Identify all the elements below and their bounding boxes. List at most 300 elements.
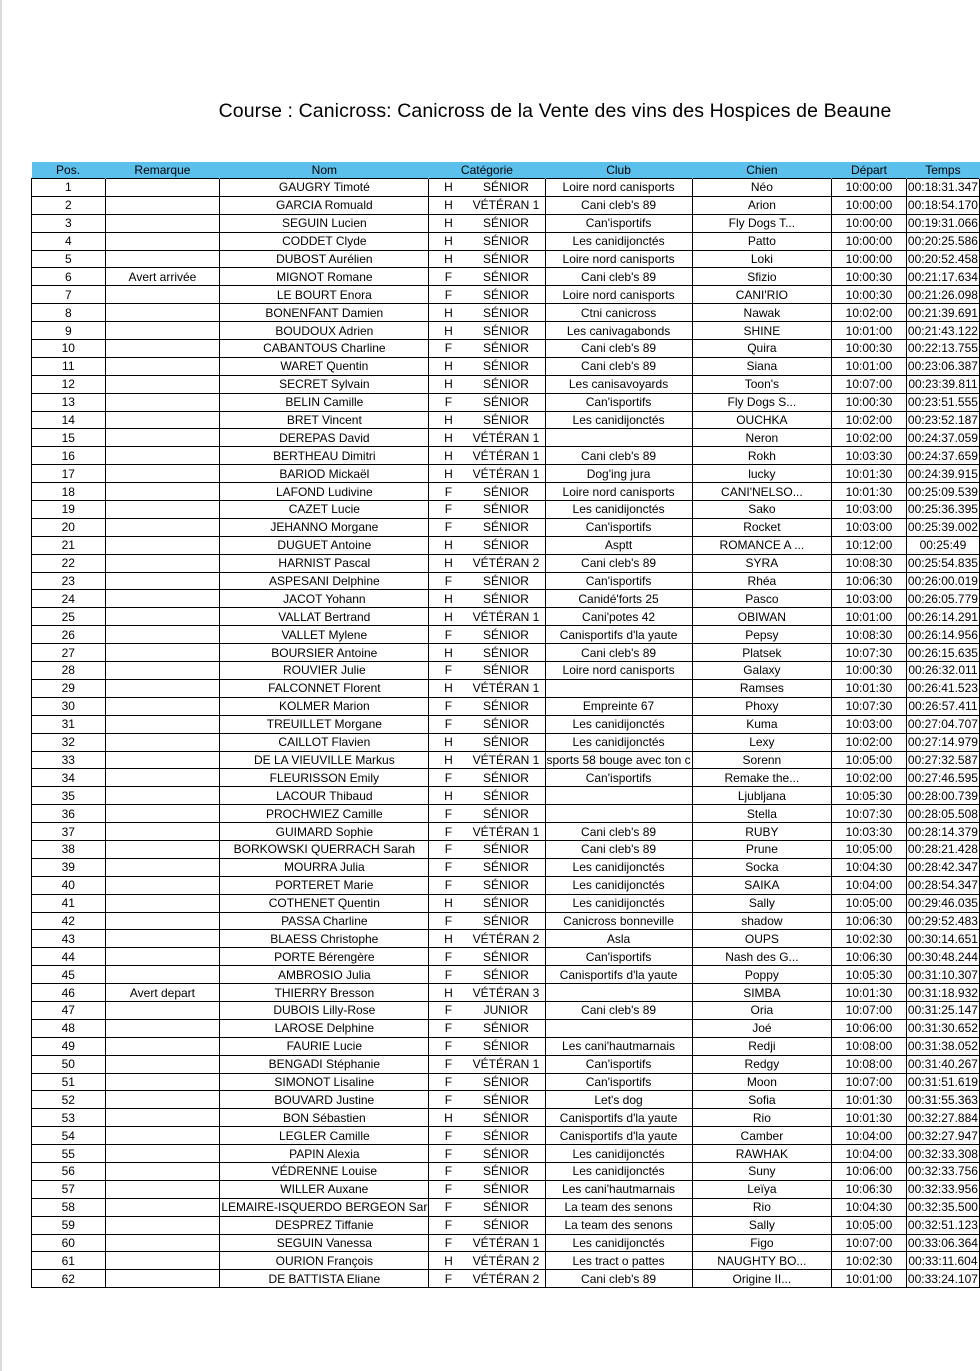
cell-nom: CAZET Lucie (220, 501, 429, 519)
cell-sexe: H (429, 679, 468, 697)
cell-temps: 00:18:54.170 (907, 198, 978, 213)
cell-remarque (105, 626, 220, 644)
cell-chien: Quira (692, 340, 832, 358)
cell-temps: 00:27:46.595 (907, 770, 978, 785)
table-row (32, 375, 980, 393)
table-row (32, 447, 980, 465)
cell-depart: 10:01:00 (832, 357, 907, 375)
cell-nom: GUIMARD Sophie (220, 823, 429, 841)
cell-temps: 00:26:14.291 (907, 609, 978, 624)
cell-sexe: F (429, 966, 468, 984)
cell-club (545, 787, 692, 805)
cell-club: Cani'potes 42 (545, 608, 692, 626)
cell-remarque (105, 1091, 220, 1109)
table-row (32, 1270, 980, 1288)
cell-remarque (105, 1109, 220, 1127)
cell-club: Asla (545, 930, 692, 948)
cell-remarque: Avert depart (105, 984, 220, 1002)
table-row (32, 608, 980, 626)
table-row (32, 518, 980, 536)
cell-pos: 23 (32, 572, 106, 590)
cell-chien: Joé (692, 1019, 832, 1037)
cell-categorie: SÉNIOR (467, 393, 545, 411)
cell-chien: lucky (692, 465, 832, 483)
cell-chien: Pepsy (692, 626, 832, 644)
cell-club: Loire nord canisports (545, 286, 692, 304)
cell-sexe: H (429, 894, 468, 912)
cell-remarque (105, 286, 220, 304)
cell-remarque (105, 608, 220, 626)
cell-depart: 10:12:00 (832, 536, 907, 554)
cell-nom: DUBOIS Lilly-Rose (220, 1001, 429, 1019)
cell-club: Les canidijonctés (545, 733, 692, 751)
cell-temps: 00:31:40.267 (907, 1057, 978, 1072)
cell-nom: OURION François (220, 1252, 429, 1270)
cell-remarque (105, 501, 220, 519)
cell-club: Les canidijonctés (545, 876, 692, 894)
cell-nom: BORKOWSKI QUERRACH Sarah (220, 840, 429, 858)
cell-club: Loire nord canisports (545, 662, 692, 680)
cell-depart: 10:00:00 (832, 179, 907, 197)
cell-sexe: F (429, 697, 468, 715)
cell-temps: 00:27:14.979 (907, 735, 978, 750)
cell-chien: CANI'RIO (692, 286, 832, 304)
cell-nom: PASSA Charline (220, 912, 429, 930)
table-row (32, 196, 980, 214)
cell-temps: 00:18:31.347 (907, 180, 978, 195)
cell-sexe: H (429, 447, 468, 465)
cell-sexe: F (429, 662, 468, 680)
cell-nom: PORTERET Marie (220, 876, 429, 894)
cell-nom: CAILLOT Flavien (220, 733, 429, 751)
cell-temps: 00:25:36.395 (907, 502, 978, 517)
cell-categorie: SÉNIOR (467, 501, 545, 519)
cell-pos: 29 (32, 679, 106, 697)
header-chien: Chien (692, 162, 832, 179)
cell-sexe: H (429, 608, 468, 626)
cell-temps: 00:24:37.059 (907, 430, 978, 445)
cell-temps: 00:31:18.932 (907, 985, 978, 1000)
cell-categorie: VÉTÉRAN 1 (467, 447, 545, 465)
cell-temps: 00:31:25.147 (907, 1003, 978, 1018)
cell-pos: 62 (32, 1270, 106, 1288)
cell-pos: 60 (32, 1234, 106, 1252)
cell-depart: 10:00:30 (832, 286, 907, 304)
page-edge (0, 0, 2, 1371)
cell-chien: Socka (692, 858, 832, 876)
cell-club: Cani cleb's 89 (545, 1001, 692, 1019)
cell-remarque (105, 554, 220, 572)
cell-nom: MIGNOT Romane (220, 268, 429, 286)
table-row (32, 1109, 980, 1127)
cell-sexe: H (429, 214, 468, 232)
cell-categorie: SÉNIOR (467, 1019, 545, 1037)
cell-nom: WARET Quentin (220, 357, 429, 375)
cell-categorie: SÉNIOR (467, 340, 545, 358)
cell-categorie: SÉNIOR (467, 1198, 545, 1216)
cell-pos: 14 (32, 411, 106, 429)
cell-pos: 54 (32, 1127, 106, 1145)
cell-nom: DE BATTISTA Eliane (220, 1270, 429, 1288)
cell-sexe: F (429, 518, 468, 536)
cell-pos: 33 (32, 751, 106, 769)
cell-nom: JACOT Yohann (220, 590, 429, 608)
table-row (32, 823, 980, 841)
cell-pos: 40 (32, 876, 106, 894)
cell-temps: 00:32:27.884 (907, 1110, 978, 1125)
cell-remarque (105, 179, 220, 197)
cell-sexe: H (429, 787, 468, 805)
cell-temps: 00:31:55.363 (907, 1092, 978, 1107)
cell-categorie: SÉNIOR (467, 1037, 545, 1055)
cell-temps: 00:25:49 (906, 536, 979, 554)
cell-nom: BON Sébastien (220, 1109, 429, 1127)
cell-nom: CODDET Clyde (220, 232, 429, 250)
cell-categorie: SÉNIOR (467, 876, 545, 894)
cell-sexe: F (429, 912, 468, 930)
cell-remarque (105, 930, 220, 948)
cell-temps: 00:31:10.307 (907, 967, 978, 982)
cell-nom: LACOUR Thibaud (220, 787, 429, 805)
cell-temps: 00:21:43.122 (907, 323, 978, 338)
cell-remarque (105, 662, 220, 680)
cell-temps: 00:22:13.755 (907, 341, 978, 356)
cell-pos: 58 (32, 1198, 106, 1216)
cell-chien: Sofia (692, 1091, 832, 1109)
cell-pos: 46 (32, 984, 106, 1002)
cell-temps: 00:23:51.555 (907, 395, 978, 410)
table-row (32, 536, 980, 554)
cell-temps: 00:32:27.947 (907, 1128, 978, 1143)
cell-categorie: SÉNIOR (467, 1216, 545, 1234)
cell-nom: JEHANNO Morgane (220, 518, 429, 536)
cell-sexe: H (429, 375, 468, 393)
cell-temps: 00:21:39.691 (907, 305, 978, 320)
cell-remarque (105, 393, 220, 411)
cell-chien: Sfizio (692, 268, 832, 286)
cell-pos: 48 (32, 1019, 106, 1037)
cell-remarque (105, 429, 220, 447)
cell-club: Les canidijonctés (545, 894, 692, 912)
cell-remarque (105, 1127, 220, 1145)
cell-temps: 00:25:54.835 (907, 556, 978, 571)
cell-club: Can'isportifs (545, 1073, 692, 1091)
cell-nom: LAROSE Delphine (220, 1019, 429, 1037)
cell-chien: Toon's (692, 375, 832, 393)
cell-sexe: H (429, 930, 468, 948)
cell-depart: 10:07:30 (832, 697, 907, 715)
cell-temps: 00:26:05.779 (907, 591, 978, 606)
cell-categorie: VÉTÉRAN 1 (467, 1055, 545, 1073)
cell-club: Cani cleb's 89 (545, 340, 692, 358)
cell-chien: Stella (692, 805, 832, 823)
table-row (32, 1019, 980, 1037)
cell-sexe: H (429, 232, 468, 250)
cell-depart: 10:03:00 (832, 715, 907, 733)
cell-sexe: H (429, 179, 468, 197)
cell-club: Canisportifs d'la yaute (545, 1109, 692, 1127)
cell-depart: 10:01:30 (832, 1091, 907, 1109)
cell-pos: 28 (32, 662, 106, 680)
header-categorie: Catégorie (429, 162, 545, 179)
cell-categorie: SÉNIOR (467, 626, 545, 644)
cell-pos: 53 (32, 1109, 106, 1127)
cell-nom: GARCIA Romuald (220, 196, 429, 214)
table-row (32, 948, 980, 966)
cell-club: Les canidijonctés (545, 232, 692, 250)
cell-remarque (105, 679, 220, 697)
cell-depart: 10:04:30 (832, 1198, 907, 1216)
cell-sexe: F (429, 340, 468, 358)
cell-club: Cani cleb's 89 (545, 447, 692, 465)
cell-categorie: SÉNIOR (467, 787, 545, 805)
cell-depart: 10:06:30 (832, 912, 907, 930)
cell-categorie: SÉNIOR (467, 179, 545, 197)
cell-remarque (105, 823, 220, 841)
cell-nom: TREUILLET Morgane (220, 715, 429, 733)
cell-sexe: H (429, 304, 468, 322)
cell-remarque (105, 590, 220, 608)
cell-categorie: SÉNIOR (467, 697, 545, 715)
cell-chien: SIMBA (692, 984, 832, 1002)
cell-sexe: F (429, 840, 468, 858)
table-row (32, 840, 980, 858)
cell-categorie: SÉNIOR (467, 518, 545, 536)
cell-depart: 10:08:00 (832, 1037, 907, 1055)
cell-sexe: F (429, 948, 468, 966)
cell-chien: RAWHAK (692, 1145, 832, 1163)
table-row (32, 769, 980, 787)
cell-club (545, 805, 692, 823)
cell-remarque (105, 876, 220, 894)
cell-pos: 25 (32, 608, 106, 626)
cell-temps: 00:20:52.458 (907, 252, 978, 266)
cell-depart: 10:00:00 (832, 196, 907, 214)
cell-chien: Camber (692, 1127, 832, 1145)
page-title: Course : Canicross: Canicross de la Vente des vins des Hospices de Beaune (218, 100, 892, 122)
cell-club: Les canidijonctés (545, 858, 692, 876)
cell-categorie: SÉNIOR (467, 1091, 545, 1109)
cell-nom: SEGUIN Lucien (220, 214, 429, 232)
table-row (32, 232, 980, 250)
cell-categorie: SÉNIOR (467, 912, 545, 930)
cell-depart: 10:02:00 (832, 411, 907, 429)
cell-pos: 2 (32, 196, 106, 214)
cell-sexe: F (429, 1073, 468, 1091)
table-row (32, 644, 980, 662)
cell-chien: Phoxy (692, 697, 832, 715)
cell-categorie: SÉNIOR (467, 232, 545, 250)
cell-nom: HARNIST Pascal (220, 554, 429, 572)
cell-remarque (105, 787, 220, 805)
cell-chien: Rio (692, 1198, 832, 1216)
cell-pos: 43 (32, 930, 106, 948)
cell-chien: ROMANCE A ... (692, 536, 832, 554)
cell-depart: 10:07:00 (832, 1073, 907, 1091)
cell-categorie: JUNIOR (467, 1001, 545, 1019)
cell-nom: DUGUET Antoine (220, 536, 429, 554)
cell-sexe: H (429, 536, 468, 554)
cell-categorie: VÉTÉRAN 1 (467, 1234, 545, 1252)
table-row (32, 1073, 980, 1091)
table-row (32, 697, 980, 715)
cell-club: Cani cleb's 89 (545, 268, 692, 286)
cell-depart: 10:01:30 (832, 984, 907, 1002)
cell-categorie: SÉNIOR (467, 572, 545, 590)
cell-club: Cani cleb's 89 (545, 823, 692, 841)
cell-chien: SHINE (692, 322, 832, 340)
cell-remarque (105, 912, 220, 930)
cell-club: Can'isportifs (545, 948, 692, 966)
cell-club: Canidé'forts 25 (545, 590, 692, 608)
cell-remarque (105, 536, 220, 554)
cell-depart: 10:04:30 (832, 858, 907, 876)
cell-categorie: SÉNIOR (467, 662, 545, 680)
cell-depart: 10:05:00 (832, 894, 907, 912)
table-row (32, 894, 980, 912)
cell-remarque (105, 214, 220, 232)
cell-club: Les canidijonctés (545, 411, 692, 429)
cell-pos: 50 (32, 1055, 106, 1073)
cell-depart: 10:00:00 (832, 250, 907, 268)
cell-nom: LEMAIRE-ISQUERDO BERGEON Sar (221, 1200, 428, 1215)
cell-pos: 6 (32, 268, 106, 286)
cell-depart: 10:01:30 (832, 483, 907, 501)
cell-club: Cani cleb's 89 (545, 196, 692, 214)
cell-nom: FAURIE Lucie (220, 1037, 429, 1055)
cell-sexe: H (429, 465, 468, 483)
cell-depart: 10:03:00 (832, 590, 907, 608)
table-row (32, 304, 980, 322)
cell-remarque (105, 1270, 220, 1288)
cell-categorie: SÉNIOR (467, 733, 545, 751)
cell-remarque (105, 357, 220, 375)
cell-nom: COTHENET Quentin (220, 894, 429, 912)
cell-chien: Kuma (692, 715, 832, 733)
cell-categorie: SÉNIOR (467, 357, 545, 375)
cell-pos: 3 (32, 214, 106, 232)
cell-remarque (105, 465, 220, 483)
cell-club: Empreinte 67 (545, 697, 692, 715)
table-row (32, 1216, 980, 1234)
cell-sexe: F (429, 1234, 468, 1252)
cell-depart: 10:00:30 (832, 662, 907, 680)
cell-sexe: H (429, 1252, 468, 1270)
cell-sexe: F (429, 805, 468, 823)
cell-pos: 26 (32, 626, 106, 644)
cell-pos: 61 (32, 1252, 106, 1270)
cell-sexe: F (429, 1055, 468, 1073)
results-table (31, 162, 980, 1288)
cell-sexe: F (429, 483, 468, 501)
cell-categorie: VÉTÉRAN 1 (467, 429, 545, 447)
cell-remarque (105, 858, 220, 876)
cell-nom: DESPREZ Tiffanie (220, 1216, 429, 1234)
cell-depart: 10:07:00 (832, 1234, 907, 1252)
cell-pos: 12 (32, 375, 106, 393)
cell-nom: BONENFANT Damien (220, 304, 429, 322)
cell-club: Canisportifs d'la yaute (545, 1127, 692, 1145)
cell-nom: BOUVARD Justine (220, 1091, 429, 1109)
table-row (32, 805, 980, 823)
cell-chien: Rhéa (692, 572, 832, 590)
cell-nom: DUBOST Aurélien (220, 250, 429, 268)
cell-temps: 00:28:42.347 (907, 860, 978, 875)
cell-chien: Rocket (692, 518, 832, 536)
cell-depart: 10:07:30 (832, 644, 907, 662)
cell-remarque (105, 733, 220, 751)
cell-remarque (105, 1180, 220, 1198)
cell-pos: 42 (32, 912, 106, 930)
table-row (32, 1001, 980, 1019)
cell-club: Loire nord canisports (545, 250, 692, 268)
cell-temps: 00:19:31.066 (907, 216, 978, 231)
cell-sexe: H (429, 644, 468, 662)
table-row (32, 1234, 980, 1252)
table-row (32, 679, 980, 697)
cell-club: Canisportifs d'la yaute (545, 626, 692, 644)
cell-depart: 10:02:00 (832, 733, 907, 751)
cell-nom: CABANTOUS Charline (220, 340, 429, 358)
cell-nom: ASPESANI Delphine (220, 572, 429, 590)
cell-sexe: F (429, 393, 468, 411)
cell-chien: Redji (692, 1037, 832, 1055)
header-row (32, 162, 980, 179)
cell-temps: 00:32:33.308 (907, 1146, 978, 1161)
cell-categorie: SÉNIOR (467, 1180, 545, 1198)
cell-depart: 10:07:00 (832, 375, 907, 393)
cell-remarque (105, 250, 220, 268)
cell-chien: shadow (692, 912, 832, 930)
table-row (32, 250, 980, 268)
cell-club: Asptt (545, 536, 692, 554)
table-row (32, 787, 980, 805)
cell-sexe: F (429, 572, 468, 590)
cell-chien: Moon (692, 1073, 832, 1091)
cell-chien: Ljubljana (692, 787, 832, 805)
cell-pos: 24 (32, 590, 106, 608)
table-row (32, 501, 980, 519)
cell-pos: 41 (32, 894, 106, 912)
cell-pos: 57 (32, 1180, 106, 1198)
header-depart: Départ (832, 162, 907, 179)
table-row (32, 411, 980, 429)
table-row (32, 429, 980, 447)
cell-club: Canisportifs d'la yaute (545, 966, 692, 984)
cell-chien: Sally (692, 894, 832, 912)
cell-depart: 10:00:30 (832, 393, 907, 411)
table-row (32, 858, 980, 876)
cell-club: Dog'ing jura (545, 465, 692, 483)
cell-pos: 15 (32, 429, 106, 447)
cell-nom: AMBROSIO Julia (220, 966, 429, 984)
cell-pos: 34 (32, 769, 106, 787)
cell-club (545, 679, 692, 697)
table-row (32, 751, 980, 769)
cell-categorie: SÉNIOR (467, 304, 545, 322)
cell-categorie: SÉNIOR (467, 214, 545, 232)
cell-remarque (105, 966, 220, 984)
cell-nom: KOLMER Marion (220, 697, 429, 715)
cell-chien: Figo (692, 1234, 832, 1252)
cell-remarque (105, 340, 220, 358)
cell-nom: MOURRA Julia (220, 858, 429, 876)
cell-chien: Origine II... (692, 1270, 832, 1288)
cell-remarque (105, 1198, 220, 1216)
cell-depart: 10:02:30 (832, 930, 907, 948)
cell-depart: 10:01:00 (832, 1270, 907, 1288)
table-row (32, 1162, 980, 1180)
